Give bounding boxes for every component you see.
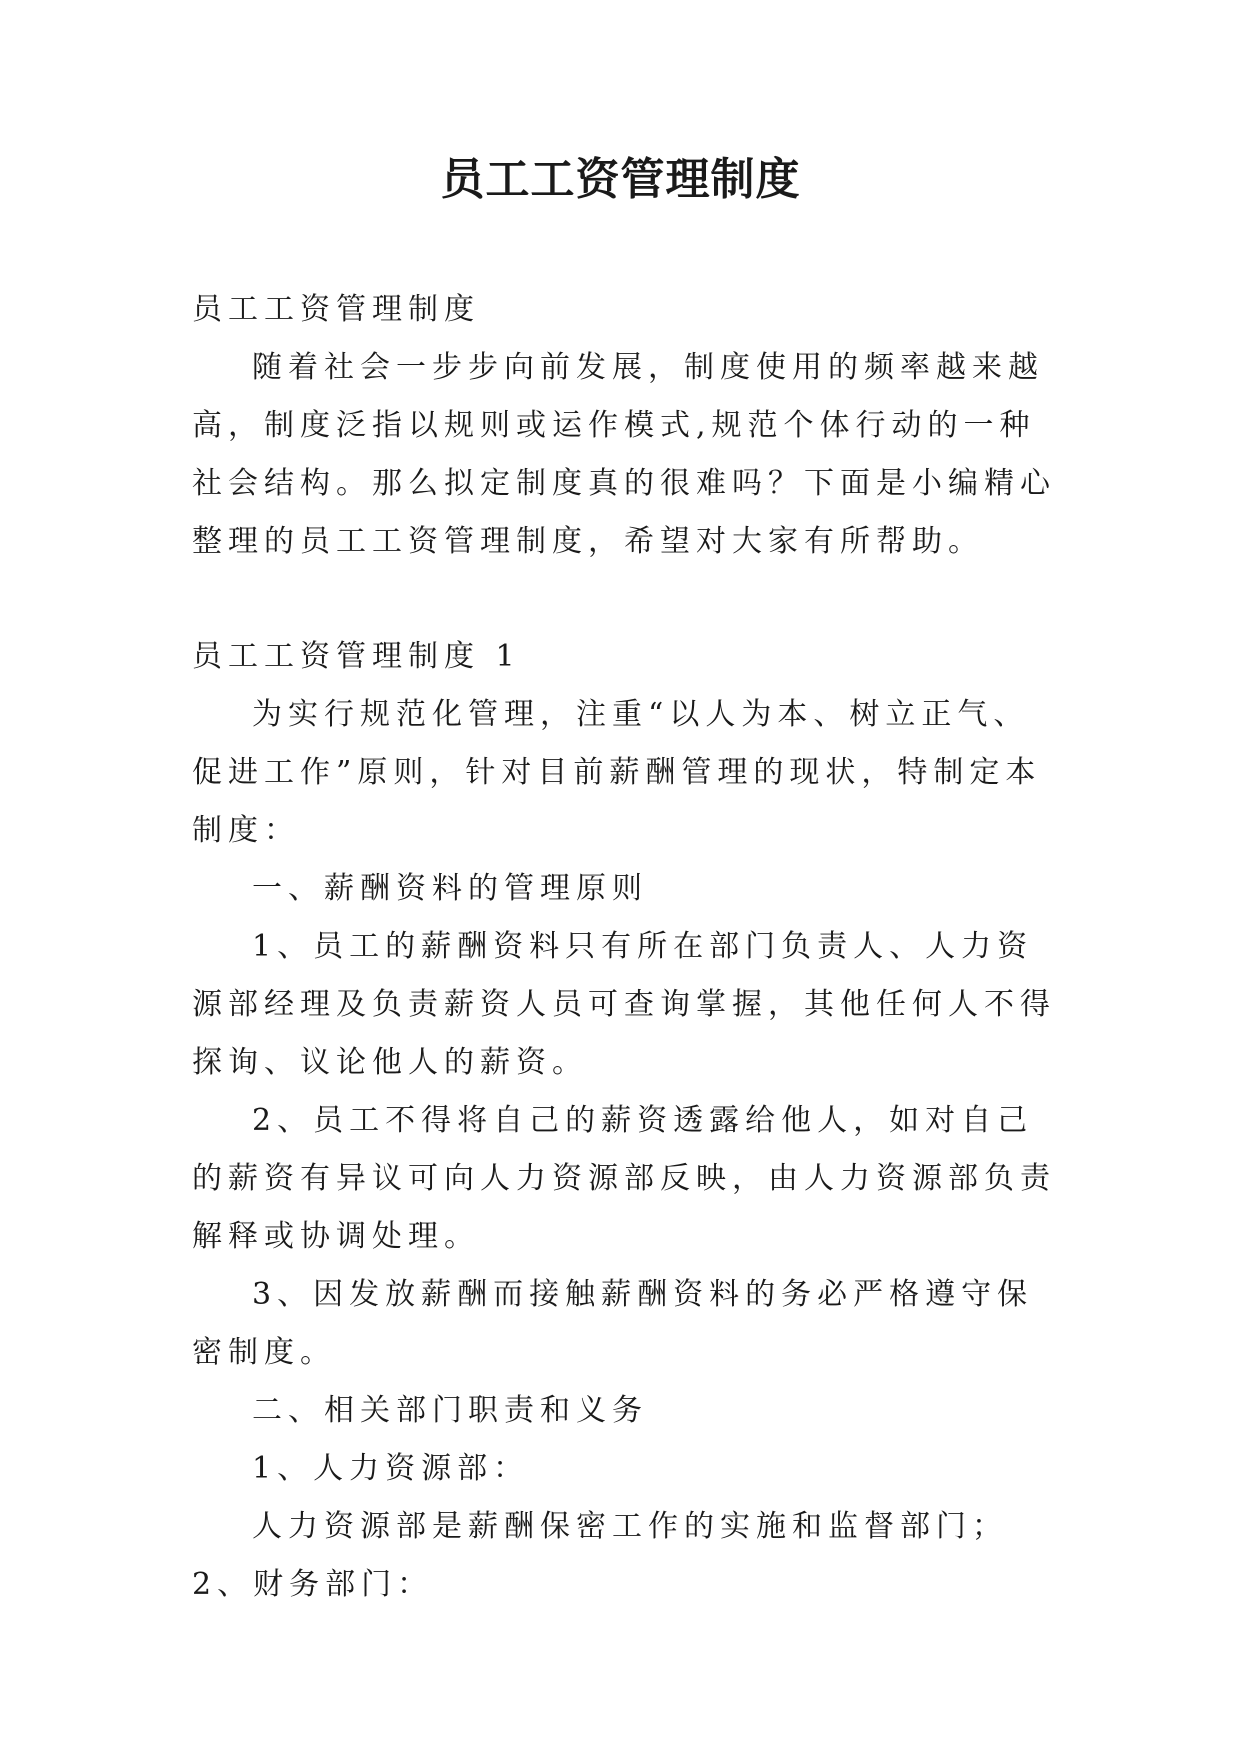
intro-heading: 员工工资管理制度 xyxy=(192,292,480,327)
section-1-block xyxy=(192,628,1064,1614)
part-1-heading: 一、薪酬资料的管理原则 xyxy=(252,871,648,906)
rule-2: 2、员工不得将自己的薪资透露给他人，如对自己的薪资有异议可向人力资源部反映，由人力资源部负责解释或协调处理。 xyxy=(192,1103,1056,1254)
duty-1-heading: 1、人力资源部： xyxy=(252,1451,530,1486)
part-2-heading: 二、相关部门职责和义务 xyxy=(252,1393,648,1428)
intro-paragraph: 随着社会一步步向前发展，制度使用的频率越来越高，制度泛指以规则或运作模式,规范个体行动的一种社会结构。那么拟定制度真的很难吗？下面是小编精心整理的员工工资管理制度，希望对大家有所帮助。 xyxy=(192,350,1056,559)
rule-1: 1、员工的薪酬资料只有所在部门负责人、人力资源部经理及负责薪资人员可查询掌握，其他任何人不得探询、议论他人的薪资。 xyxy=(192,929,1056,1080)
intro-block xyxy=(192,281,1064,571)
section-1-intro: 为实行规范化管理，注重“以人为本、树立正气、促进工作”原则，针对目前薪酬管理的现状，特制定本制度： xyxy=(192,697,1042,848)
section-1-heading: 员工工资管理制度 1 xyxy=(192,639,521,674)
document-title: 员工工资管理制度 xyxy=(440,154,801,205)
duty-1-text: 人力资源部是薪酬保密工作的实施和监督部门；2、财务部门： xyxy=(192,1509,1008,1602)
rule-3: 3、因发放薪酬而接触薪酬资料的务必严格遵守保密制度。 xyxy=(192,1277,1034,1370)
